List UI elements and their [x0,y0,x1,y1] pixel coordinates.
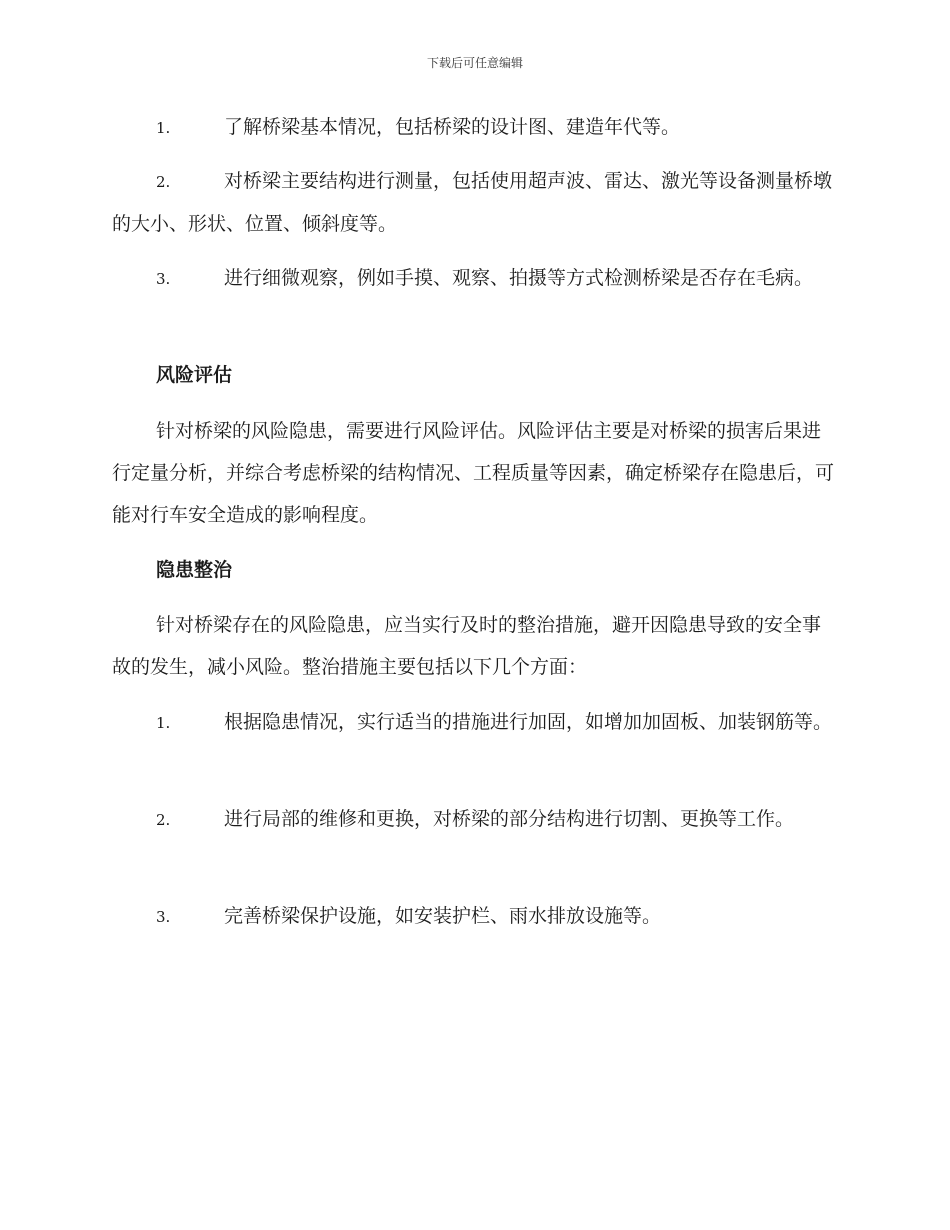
list-text: 根据隐患情况，实行适当的措施进行加固，如增加加固板、加装钢筋等。 [224,711,833,733]
list-number: 3. [156,908,171,926]
list-number: 1. [156,119,171,137]
section-heading: 隐患整治 [156,559,233,581]
list-item [112,701,834,744]
list-text: 了解桥梁基本情况，包括桥梁的设计图、建造年代等。 [224,116,681,138]
list-text: 完善桥梁保护设施，如安装护栏、雨水排放设施等。 [224,905,662,927]
list-text: 对桥梁主要结构进行测量，包括使用超声波、雷达、激光等设备测量桥墩的大小、形状、位置、倾斜度等。 [112,170,833,235]
list-text: 进行细微观察，例如手摸、观察、拍摄等方式检测桥梁是否存在毛病。 [224,267,814,289]
list-item [112,798,834,841]
list-item [112,106,834,149]
list-text: 进行局部的维修和更换，对桥梁的部分结构进行切割、更换等工作。 [224,808,795,830]
list-number: 1. [156,714,171,732]
fix-paragraph: 针对桥梁存在的风险隐患，应当实行及时的整治措施，避开因隐患导致的安全事故的发生，减小风险。整治措施主要包括以下几个方面： [112,614,822,678]
section-heading-fix [112,549,834,591]
list-item [112,895,834,938]
list-number: 2. [156,811,171,829]
list-number: 3. [156,270,171,288]
list-item [112,160,834,245]
section-heading-risk [112,354,834,396]
section-heading: 风险评估 [156,364,233,386]
list-number: 2. [156,173,171,191]
list-item [112,257,834,300]
risk-paragraph: 针对桥梁的风险隐患，需要进行风险评估。风险评估主要是对桥梁的损害后果进行定量分析，并综合考虑桥梁的结构情况、工程质量等因素，确定桥梁存在隐患后，可能对行车安全造成的影响程度。 [112,420,835,526]
header-note: 下载后可任意编辑 [426,56,523,70]
